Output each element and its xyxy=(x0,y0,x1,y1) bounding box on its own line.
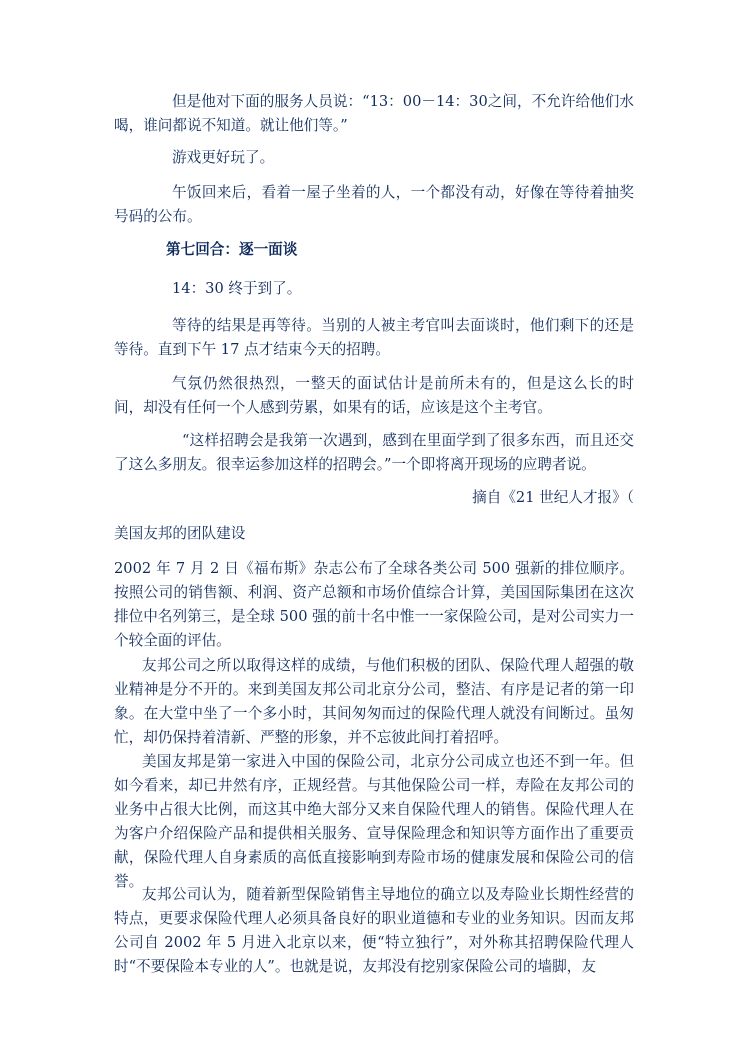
source-line: 摘自《21 世纪人才报》（ xyxy=(472,489,634,506)
paragraph-4: 14：30 终于到了。 xyxy=(172,280,302,297)
paragraph-1: 但是他对下面的服务人员说：“13：00－14：30之间，不允许给他们水喝，谁问都说不知道。就让他们等。” xyxy=(114,93,634,134)
paragraph-5: 等待的结果是再等待。当别的人被主考官叫去面谈时，他们剩下的还是等待。直到下午 17 点才结束今天的招聘。 xyxy=(114,317,634,358)
paragraph-2: 游戏更好玩了。 xyxy=(172,149,275,166)
paragraph-10: 美国友邦是第一家进入中国的保险公司，北京分公司成立也还不到一年。但如今看来，却已井然有序，正规经营。与其他保险公司一样，寿险在友邦公司的业务中占很大比例，而这其中绝大部分又来自保险代理人的销售。保险代理人在为客户介绍保险产品和提供相关服务、宣导保险理念和知识等方面作出了重要贡献，保险代理人自身素质的高低直接影响到寿险市场的健康发展和保险公司的信誉。 xyxy=(114,753,634,890)
article-title: 美国友邦的团队建设 xyxy=(114,525,246,542)
paragraph-11: 友邦公司认为，随着新型保险销售主导地位的确立以及寿险业长期性经营的特点，更要求保险代理人必须具备良好的职业道德和专业的业务知识。因而友邦公司自 2002 年 5 月进入北京以来，便“特立独行”，对外称其招聘保险代理人时“不要保险本专业的人”。也就是说，友邦没有挖别家保险公司的墙脚，友 xyxy=(114,886,634,975)
paragraph-9: 友邦公司之所以取得这样的成绩，与他们积极的团队、保险代理人超强的敬业精神是分不开的。来到美国友邦公司北京分公司，整洁、有序是记者的第一印象。在大堂中坐了一个多小时，其间匆匆而过的保险代理人就没有间断过。虽匆忙，却仍保持着清新、严整的形象，并不忘彼此间打着招呼。 xyxy=(114,657,634,746)
section-heading: 第七回合：逐一面谈 xyxy=(166,241,298,258)
paragraph-8: 2002 年 7 月 2 日《福布斯》杂志公布了全球各类公司 500 强新的排位顺序。按照公司的销售额、利润、资产总额和市场价值综合计算，美国国际集团在这次排位中名列第三，是全球 500 强的前十名中惟一一家保险公司，是对公司实力一个较全面的评估。 xyxy=(114,560,634,649)
paragraph-3: 午饭回来后，看着一屋子坐着的人，一个都没有动，好像在等待着抽奖号码的公布。 xyxy=(114,184,634,225)
paragraph-6: 气氛仍然很热烈，一整天的面试估计是前所未有的，但是这么长的时间，却没有任何一个人感到劳累，如果有的话，应该是这个主考官。 xyxy=(114,375,634,416)
paragraph-7: “这样招聘会是我第一次遇到，感到在里面学到了很多东西，而且还交了这么多朋友。很幸运参加这样的招聘会。”一个即将离开现场的应聘者说。 xyxy=(114,432,634,473)
